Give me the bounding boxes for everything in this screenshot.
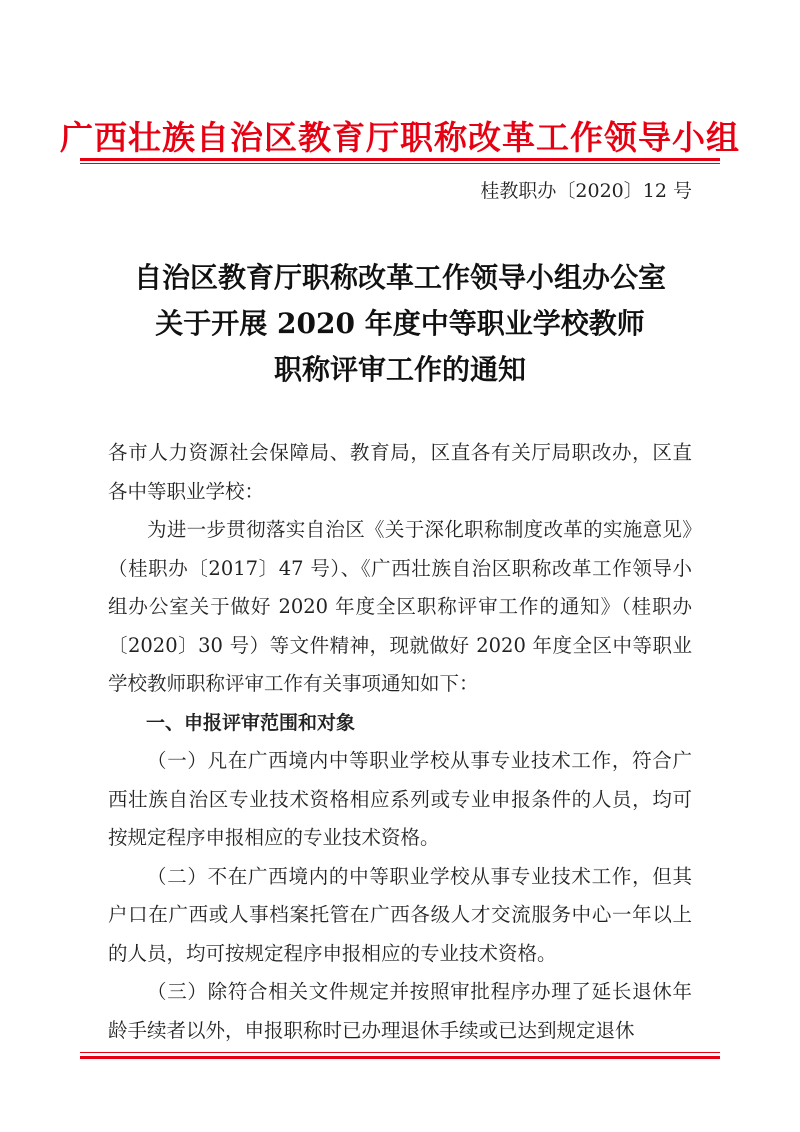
section-heading-1: 一、申报评审范围和对象 (146, 711, 356, 734)
document-body (108, 434, 692, 1050)
document-title (0, 255, 800, 393)
header-rule-thick (80, 158, 720, 161)
title-line-1: 自治区教育厅职称改革工作领导小组办公室 (133, 261, 666, 294)
header-rule-thin (80, 163, 720, 164)
list-item-1: （一）凡在广西境内中等职业学校从事专业技术工作，符合广西壮族自治区专业技术资格相应系列或专业申报条件的人员，均可按规定程序申报相应的专业技术资格。 (108, 749, 692, 849)
salutation: 各市人力资源社会保障局、教育局，区直各有关厅局职改办，区直各中等职业学校： (108, 441, 692, 503)
intro-paragraph: 为进一步贯彻落实自治区《关于深化职称制度改革的实施意见》（桂职办〔2017〕47 号）、《广西壮族自治区职称改革工作领导小组办公室关于做好 2020 年度全区职称评审工作的通知》（桂职办〔2020〕30 号）等文件精神，现就做好 2020 年度全区中等职业学校教师职称评审工作有关事项通知如下： (108, 518, 692, 695)
footer-rule-thin (80, 1052, 720, 1053)
title-line-3: 职称评审工作的通知 (273, 353, 526, 386)
title-line-2: 关于开展 2020 年度中等职业学校教师 (155, 307, 645, 340)
list-item-3: （三）除符合相关文件规定并按照审批程序办理了延长退休年龄手续者以外，申报职称时已办理退休手续或已达到规定退休 (108, 980, 692, 1042)
footer-rule-thick (80, 1056, 720, 1059)
document-number: 桂教职办〔2020〕12 号 (480, 180, 692, 202)
list-item-2: （二）不在广西境内的中等职业学校从事专业技术工作，但其户口在广西或人事档案托管在广西各级人才交流服务中心一年以上的人员，均可按规定程序申报相应的专业技术资格。 (108, 864, 692, 965)
org-title: 广西壮族自治区教育厅职称改革工作领导小组 (60, 118, 740, 157)
